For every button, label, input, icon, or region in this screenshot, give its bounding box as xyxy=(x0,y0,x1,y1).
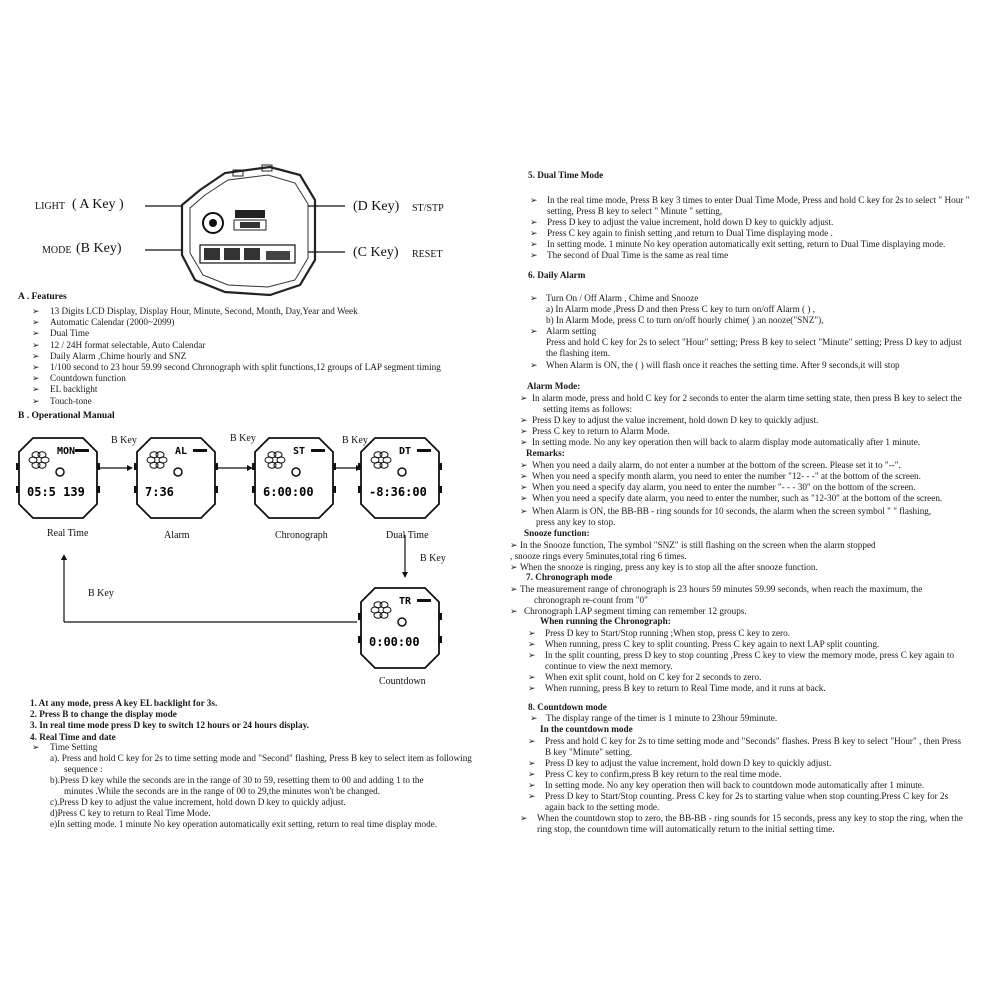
arrow-bullet-icon: ➢ xyxy=(530,326,538,336)
daily-alarm-line: Turn On / Off Alarm , Chime and Snooze xyxy=(546,293,699,303)
dual-time-line: The second of Dual Time is the same as real time xyxy=(547,250,729,260)
dual-time-line: In setting mode. 1 minute No key operation automatically exit setting, return to Dual Time displaying mode. xyxy=(547,239,946,249)
daily-alarm-line: b) In Alarm Mode, press C to turn on/off hourly chime( ) an nooze("SNZ"), xyxy=(546,315,824,325)
snooze-line: In the Snooze function, The symbol "SNZ" is still flashing on the screen when the alarm stopped xyxy=(520,540,876,550)
chronograph-running-line: Press D key to Start/Stop running ;When stop, press C key to zero. xyxy=(545,628,790,638)
snooze-title: Snooze function: xyxy=(524,528,590,538)
b-key-arrow-label-5: B Key xyxy=(88,588,114,599)
b-key-arrow-label-1: B Key xyxy=(111,435,137,446)
arrow-bullet-icon: ➢ xyxy=(510,606,518,616)
arrow-bullet-icon: ➢ xyxy=(528,769,536,779)
lcd-bar xyxy=(193,449,207,452)
chronograph-title: 7. Chronograph mode xyxy=(526,572,613,582)
lcd-bar xyxy=(417,449,431,452)
arrow-bullet-icon: ➢ xyxy=(530,293,538,303)
feature-item: 13 Digits LCD Display, Display Hour, Minute, Second, Month, Day,Year and Week xyxy=(50,306,358,316)
countdown-setting-line: Press C key to confirm,press B key return to the real time mode. xyxy=(545,769,782,779)
arrow-bullet-icon: ➢ xyxy=(528,672,536,682)
remark-line: When you need a daily alarm, do not enter a number at the bottom of the screen. Please set it to "--". xyxy=(532,460,901,470)
mode-flower-icon xyxy=(371,452,391,468)
watch-button xyxy=(134,463,137,470)
manual-step: 4. Real Time and date xyxy=(30,731,116,742)
mode-flower-icon xyxy=(29,452,49,468)
feature-item: Countdown function xyxy=(50,373,126,384)
dual-time-line: setting, Press B key to select " Minute " setting, xyxy=(547,206,723,216)
mode-name-countdown: Countdown xyxy=(379,676,426,687)
watch-button xyxy=(439,636,442,643)
arrow-bullet-icon: ➢ xyxy=(520,437,528,447)
lcd-ring-icon xyxy=(398,618,406,626)
arrow-bullet-icon: ➢ xyxy=(528,639,536,649)
arrow-bullet-icon: ➢ xyxy=(530,713,538,723)
remark-line: When you need a specify day alarm, you need to enter the number "- - - 30" on the bottom of the screen. xyxy=(532,482,916,492)
countdown-setting-line: again back to the setting mode. xyxy=(545,802,660,812)
lcd-bottom-digits: 0:00:00 xyxy=(369,635,420,649)
arrow-bullet-icon: ➢ xyxy=(520,506,528,516)
b-key-label: (B Key) xyxy=(76,241,122,256)
mode-name-alarm: Alarm xyxy=(164,530,190,541)
arrow-bullet-icon: ➢ xyxy=(520,493,528,503)
feature-item: EL backlight xyxy=(50,384,98,395)
watch-button xyxy=(215,486,218,493)
daily-alarm-line: Press and hold C key for 2s to select "Hour" setting; Press B key to select "Minute" setting; Press D key to adjust xyxy=(546,337,962,347)
daily-alarm-line: Alarm setting xyxy=(546,326,597,336)
arrow-bullet-icon: ➢ xyxy=(32,384,40,395)
lcd-bar xyxy=(75,449,89,452)
lcd-bottom-digits: 6:00:00 xyxy=(263,485,314,499)
b-key-arrow-label-4: B Key xyxy=(420,553,446,564)
countdown-setting-line: B key "Minute" setting. xyxy=(545,747,633,757)
arrow-bullet-icon: ➢ xyxy=(528,628,536,638)
mode-flower-icon xyxy=(371,602,391,618)
remark-line: When you need a specify month alarm, you need to enter the number "12- - -" at the bottom of the screen. xyxy=(532,471,921,481)
mode-flower-icon xyxy=(147,452,167,468)
arrow-bullet-icon: ➢ xyxy=(530,360,538,370)
watch-button xyxy=(16,463,19,470)
lcd-bottom-digits: 7:36 xyxy=(145,485,174,499)
countdown-setting-line: ring stop, the countdown time will automatically return to the initial setting time. xyxy=(537,824,835,834)
dual-time-line: Press C key again to finish setting ,and return to Dual Time displaying mode . xyxy=(547,228,833,238)
chronograph-running-line: When running, press B key to return to Real Time mode, and it runs at back. xyxy=(545,683,826,693)
countdown-title: 8. Countdown mode xyxy=(528,702,607,712)
mode-name-real-time: Real Time xyxy=(47,528,89,539)
watch-button xyxy=(358,636,361,643)
manual-title: B . Operational Manual xyxy=(18,411,115,421)
lcd-top-text: AL xyxy=(175,446,188,457)
time-setting-label: Time Setting xyxy=(50,742,98,752)
countdown-setting-line: Press and hold C key for 2s to time setting mode and "Seconds" flashes. Press B key to select "Hour" , then Press xyxy=(545,736,962,746)
chronograph-running-line: In the split counting, press D key to stop counting ,Press C key to view the memory mode, press C key again to xyxy=(545,650,955,660)
mode-flower-icon xyxy=(265,452,285,468)
arrow-bullet-icon: ➢ xyxy=(32,362,40,372)
remark-line: press any key to stop. xyxy=(536,517,616,527)
mode-name-chronograph: Chronograph xyxy=(275,530,328,541)
lcd-bar xyxy=(311,449,325,452)
remark-line: When you need a specify date alarm, you need to enter the number, such as "12-30" at the bottom of the screen. xyxy=(532,493,943,503)
arrow-bullet-icon: ➢ xyxy=(32,339,40,350)
arrow-bullet-icon: ➢ xyxy=(528,736,536,746)
arrow-bullet-icon: ➢ xyxy=(530,228,538,238)
b-key-arrow-label-3: B Key xyxy=(342,435,368,446)
daily-alarm-line: a) In Alarm mode ,Press D and then Press C key to turn on/off Alarm ( ) , xyxy=(546,304,816,314)
dual-time-line: In the real time mode, Press B key 3 times to enter Dual Time Mode, Press and hold C key for 2s to select " Hour " xyxy=(547,195,970,205)
chronograph-running-line: continue to view the next memory. xyxy=(545,661,673,671)
lcd-bottom-digits: -8:36:00 xyxy=(369,485,427,499)
watch-button xyxy=(358,613,361,620)
snooze-line: , snooze rings every 5minutes,total ring 6 times. xyxy=(510,551,687,561)
dual-time-line: Press D key to adjust the value increment, hold down D key to quickly adjust. xyxy=(547,217,834,227)
countdown-setting-line: Press D key to Start/Stop counting. Press C key for 2s to starting value when stop counting.Press C key for 2s xyxy=(545,791,949,801)
arrow-bullet-icon: ➢ xyxy=(32,742,40,752)
c-key-label: (C Key) xyxy=(353,245,399,260)
arrow-bullet-icon: ➢ xyxy=(528,791,536,801)
lcd-ring-icon xyxy=(292,468,300,476)
arrow-bullet-icon: ➢ xyxy=(32,317,40,328)
countdown-setting-line: Press D key to adjust the value increment, hold down D key to quickly adjust. xyxy=(545,758,832,768)
watch-button xyxy=(439,613,442,620)
daily-alarm-title: 6. Daily Alarm xyxy=(528,270,586,280)
watch-button xyxy=(439,463,442,470)
arrow-bullet-icon: ➢ xyxy=(528,780,536,790)
lcd-top-text: ST xyxy=(293,446,306,457)
watch-button xyxy=(252,463,255,470)
arrow-bullet-icon: ➢ xyxy=(530,217,538,227)
arrow-bullet-icon: ➢ xyxy=(520,415,528,425)
arrow-bullet-icon: ➢ xyxy=(520,813,528,823)
remarks-title: Remarks: xyxy=(526,448,565,458)
snooze-line: When the snooze is ringing, press any key is to stop all the after snooze function. xyxy=(520,562,818,572)
daily-alarm-line: the flashing item. xyxy=(546,348,611,358)
lcd-ring-icon xyxy=(174,468,182,476)
feature-item: Automatic Calendar (2000~2099) xyxy=(50,317,175,328)
watch-button xyxy=(215,463,218,470)
b-key-arrow-label-2: B Key xyxy=(230,433,256,444)
lcd-bottom-digits: 05:5 139 xyxy=(27,485,85,499)
chronograph-running-line: When running, press C key to split counting. Press C key again to next LAP split counting. xyxy=(545,639,880,649)
arrow-bullet-icon: ➢ xyxy=(520,460,528,470)
watch-button xyxy=(358,486,361,493)
arrow-bullet-icon: ➢ xyxy=(530,250,538,260)
chronograph-line: chronograph re-count from "0" xyxy=(534,595,648,605)
arrow-bullet-icon: ➢ xyxy=(510,584,518,594)
daily-alarm-line: When Alarm is ON, the ( ) will flash once it reaches the setting time. After 9 seconds,it will stop xyxy=(546,360,900,370)
features-title: A . Features xyxy=(18,292,67,302)
watch-button xyxy=(439,486,442,493)
watch-button xyxy=(97,463,100,470)
d-key-label: (D Key) xyxy=(353,199,400,214)
watch-button xyxy=(333,486,336,493)
arrow-bullet-icon: ➢ xyxy=(32,328,40,339)
alarm-mode-line: In alarm mode, press and hold C key for 2 seconds to enter the alarm time setting state, then press B key to select the xyxy=(532,393,962,403)
watch-button xyxy=(134,486,137,493)
chronograph-running-title: When running the Chronograph: xyxy=(540,616,671,626)
alarm-mode-line: In setting mode. No any key operation then will back to alarm display mode automatically after 1 minute. xyxy=(532,437,921,447)
a-key-label: ( A Key ) xyxy=(72,197,124,212)
countdown-setting-line: In setting mode. No any key operation then will back to countdown mode automatically after 1 minute. xyxy=(545,780,925,790)
alarm-mode-line: Press C key to return to Alarm Mode. xyxy=(532,426,670,436)
arrow-bullet-icon: ➢ xyxy=(530,239,538,249)
arrow-bullet-icon: ➢ xyxy=(510,540,518,550)
arrow-bullet-icon: ➢ xyxy=(530,195,538,205)
lcd-top-text: MON xyxy=(57,446,76,457)
arrow-bullet-icon: ➢ xyxy=(520,471,528,481)
watch-button xyxy=(252,486,255,493)
watch-button xyxy=(333,463,336,470)
arrow-bullet-icon: ➢ xyxy=(32,395,40,406)
mode-label: MODE xyxy=(42,245,72,256)
time-setting-step: a). Press and hold C key for 2s to time setting mode and "Second" flashing, Press B key to select item as following xyxy=(50,753,472,763)
lcd-ring-icon xyxy=(398,468,406,476)
alarm-mode-line: Press D key to adjust the value increment, hold down D key to quickly adjust. xyxy=(532,415,819,425)
lcd-bar xyxy=(417,599,431,602)
feature-item: 12 / 24H format selectable, Auto Calendar xyxy=(50,339,206,350)
watch-button xyxy=(97,486,100,493)
countdown-in-title: In the countdown mode xyxy=(540,724,633,734)
arrow-bullet-icon: ➢ xyxy=(528,758,536,768)
arrow-bullet-icon: ➢ xyxy=(32,306,40,316)
alarm-mode-line: setting items as follows: xyxy=(543,404,633,414)
arrow-bullet-icon: ➢ xyxy=(510,562,518,572)
manual-step: 1. At any mode, press A key EL backlight for 3s. xyxy=(30,698,218,708)
mode-name-dual-time: Dual Time xyxy=(386,530,429,541)
lcd-ring-icon xyxy=(56,468,64,476)
chronograph-line: Chronograph LAP segment timing can remember 12 groups. xyxy=(524,606,747,616)
countdown-line: The display range of the timer is 1 minute to 23hour 59minute. xyxy=(546,713,778,723)
feature-item: Dual Time xyxy=(50,328,90,339)
st-stp-label: ST/STP xyxy=(412,203,444,214)
arrow-bullet-icon: ➢ xyxy=(32,350,40,361)
watch-button xyxy=(16,486,19,493)
lcd-top-text: DT xyxy=(399,446,412,457)
time-setting-step: c).Press D key to adjust the value increment, hold down D key to quickly adjust. xyxy=(50,797,346,807)
time-setting-step: sequence : xyxy=(64,764,103,774)
time-setting-step: e)In setting mode. 1 minute No key operation automatically exit setting, return to real time display mode. xyxy=(50,819,438,829)
light-label: LIGHT xyxy=(35,201,65,212)
feature-item: 1/100 second to 23 hour 59.99 second Chronograph with split functions,12 groups of LAP segment timing xyxy=(50,362,441,372)
arrow-bullet-icon: ➢ xyxy=(520,482,528,492)
alarm-mode-title: Alarm Mode: xyxy=(527,381,581,391)
chronograph-running-line: When exit split count, hold on C key for 2 seconds to zero. xyxy=(545,672,762,682)
reset-label: RESET xyxy=(412,249,443,260)
remark-line: When Alarm is ON, the BB-BB - ring sounds for 10 seconds, the alarm when the screen symbol " " flashing, xyxy=(532,506,932,516)
arrow-bullet-icon: ➢ xyxy=(528,683,536,693)
arrow-bullet-icon: ➢ xyxy=(520,393,528,403)
time-setting-step: d)Press C key to return to Real Time Mode. xyxy=(50,808,211,818)
arrow-bullet-icon: ➢ xyxy=(528,650,536,660)
time-setting-step: b).Press D key while the seconds are in the range of 30 to 59, resetting them to 00 and adding 1 to the xyxy=(50,775,424,785)
feature-item: Daily Alarm ,Chime hourly and SNZ xyxy=(50,350,187,361)
dual-time-title: 5. Dual Time Mode xyxy=(528,170,604,180)
feature-item: Touch-tone xyxy=(50,395,92,406)
arrow-bullet-icon: ➢ xyxy=(32,373,40,384)
lcd-top-text: TR xyxy=(399,596,412,607)
manual-step: 2. Press B to change the display mode xyxy=(30,709,177,720)
manual-step: 3. In real time mode press D key to switch 12 hours or 24 hours display. xyxy=(30,720,309,731)
time-setting-step: minutes .While the seconds are in the range of 00 to 29,the minutes won't be changed. xyxy=(64,786,380,796)
countdown-setting-line: When the countdown stop to zero, the BB-BB - ring sounds for 15 seconds, press any key to stop the ring, when the xyxy=(537,813,963,823)
chronograph-line: The measurement range of chronograph is 23 hours 59 minutes 59.99 seconds, when reach the maximum, the xyxy=(520,584,923,594)
arrow-bullet-icon: ➢ xyxy=(520,426,528,436)
